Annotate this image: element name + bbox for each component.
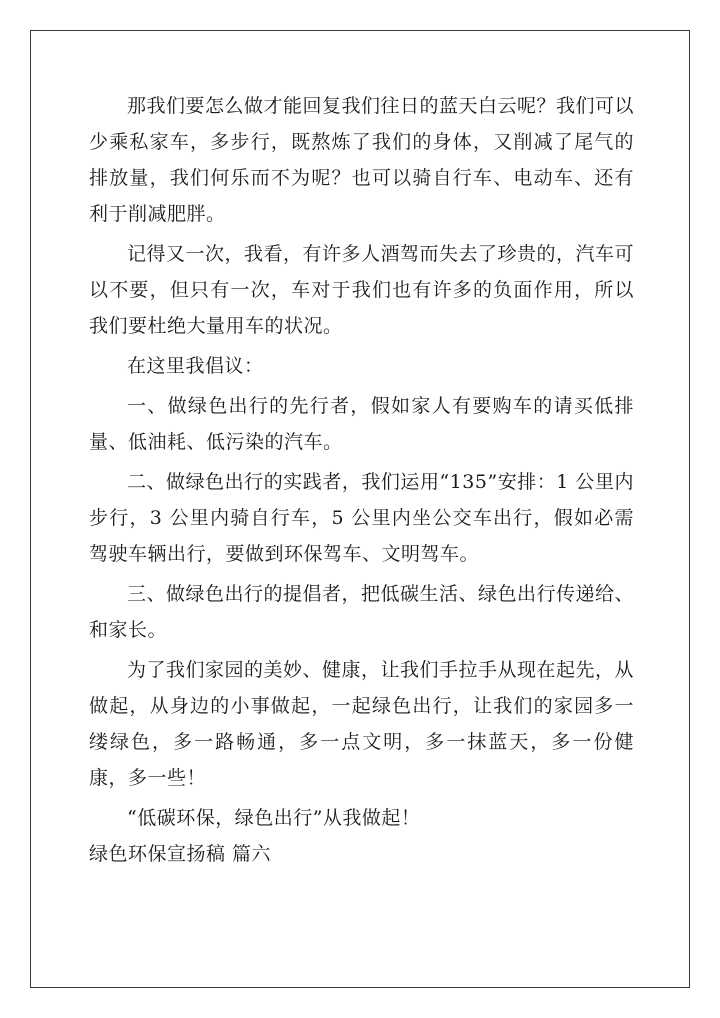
paragraph-proposal-two: 二、做绿色出行的实践者，我们运用“135”安排：1 公里内步行，3 公里内骑自行车，5 公里内坐公交车出行，假如必需驾驶车辆出行，要做到环保驾车、文明驾车。 [89,471,634,565]
paragraph-proposal-one: 一、做绿色出行的先行者，假如家人有要购车的请买低排量、低油耗、低污染的汽车。 [89,395,634,453]
section-heading: 绿色环保宣扬稿 篇六 [89,843,272,865]
paragraph-proposal-intro: 在这里我倡议： [127,355,264,377]
paragraph-slogan: “低碳环保，绿色出行”从我做起！ [127,807,421,829]
paragraph-call-to-action: 为了我们家园的美妙、健康，让我们手拉手从现在起先，从做起，从身边的小事做起，一起绿色出行，让我们的家园多一缕绿色，多一路畅通，多一点文明，多一抹蓝天，多一份健康，多一些！ [89,659,635,789]
document-body [89,88,634,872]
paragraph-proposal-three: 三、做绿色出行的提倡者，把低碳生活、绿色出行传递给、和家长。 [89,583,635,641]
paragraph-solution: 那我们要怎么做才能回复我们往日的蓝天白云呢？我们可以少乘私家车，多步行，既熬炼了我们的身体，又削减了尾气的排放量，我们何乐而不为呢？也可以骑自行车、电动车、还有利于削减肥胖。 [89,95,635,225]
paragraph-memory: 记得又一次，我看，有许多人酒驾而失去了珍贵的，汽车可以不要，但只有一次，车对于我们也有许多的负面作用，所以我们要杜绝大量用车的状况。 [89,243,635,337]
